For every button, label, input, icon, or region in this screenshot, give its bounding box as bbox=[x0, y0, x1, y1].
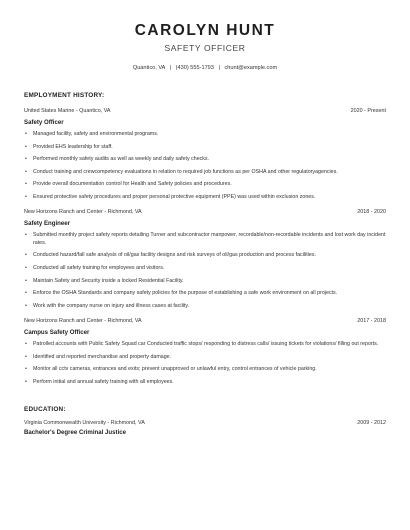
job-dates: 2020 - Present bbox=[350, 108, 386, 114]
job-role: Safety Engineer bbox=[24, 220, 71, 228]
resume-header bbox=[24, 0, 386, 72]
candidate-title: SAFETY OFFICER bbox=[164, 43, 246, 53]
job-list bbox=[24, 107, 386, 386]
job-bullet-list bbox=[24, 341, 386, 386]
job-dates: 2017 - 2018 bbox=[357, 318, 386, 325]
employment-heading: EMPLOYMENT HISTORY: bbox=[24, 92, 105, 99]
job-role: Campus Safety Officer bbox=[24, 329, 90, 337]
job-organization: New Horizons Ranch and Center - Richmond, VA bbox=[24, 318, 142, 325]
job-entry bbox=[24, 107, 386, 201]
education-school: Virginia Commonwealth University - Richmond, VA bbox=[24, 420, 145, 427]
education-degree: Bachelor's Degree Criminal Justice bbox=[24, 429, 127, 437]
job-bullet: • Conduct training and crewcompetency evaluations in relation to required job functions as per OSHA and other regulatoryagencies. bbox=[24, 169, 386, 176]
job-bullet: • Patrolled accounts with Public Safety Squad car Conducted traffic stops/ responding to distress calls/ issuing tickets for violations/ filling out reports. bbox=[24, 341, 386, 348]
job-bullet: • Monitor all cctv cameras, entrances and exits; prevent unapproved or unlawful entry, control entrances of vehicle parking. bbox=[24, 366, 386, 373]
contact-location: Quantico, VA bbox=[132, 65, 166, 71]
job-bullet: • Maintain Safety and Security inside a locked Residential Facility. bbox=[24, 278, 386, 285]
job-organization: New Horizons Ranch and Center - Richmond, VA bbox=[24, 209, 142, 216]
education-dates: 2009 - 2012 bbox=[357, 420, 386, 427]
employment-section bbox=[24, 91, 386, 386]
job-organization: United States Marine - Quantico, VA bbox=[24, 108, 111, 114]
job-entry-header bbox=[24, 107, 386, 115]
job-entry-header bbox=[24, 317, 386, 325]
job-bullet: • Conducted hazard/fall safe analysis of oil/gas facility designs and risk surveys of oil/gas production and process facilities. bbox=[24, 252, 386, 259]
job-entry bbox=[24, 208, 386, 310]
job-bullet: • Perform initial and annual safety training with all employees. bbox=[24, 379, 386, 386]
job-bullet: • Managed facility, safety and environmental programs. bbox=[24, 131, 386, 138]
job-role: Safety Officer bbox=[24, 119, 64, 126]
job-bullet-list bbox=[24, 131, 386, 201]
job-entry bbox=[24, 317, 386, 386]
job-dates: 2018 - 2020 bbox=[357, 209, 386, 216]
job-bullet: • Identified and reported merchandise and property damage. bbox=[24, 354, 386, 361]
contact-separator: | bbox=[218, 65, 220, 71]
job-bullet: • Submitted monthly project safety reports detailing Turner and subcontractor manpower, recordable/non-recordable incidents and lost work day incident rates. bbox=[24, 232, 386, 247]
job-bullet: • Performed monthly safety audits as well as weekly and daily safety checks. bbox=[24, 156, 386, 163]
contact-email: chunt@example.com bbox=[224, 65, 278, 71]
job-bullet: • Work with the company nurse on injury and illness cases at facility. bbox=[24, 303, 386, 310]
job-bullet: • Provide overall documentation control for Health and Safety policies and procedures. bbox=[24, 181, 386, 188]
job-bullet: • Ensured protective safety procedures and proper personal protective equipment (PPE) was used within exclusion zones. bbox=[24, 194, 386, 201]
candidate-name: CAROLYN HUNT bbox=[134, 22, 276, 39]
education-entry-header bbox=[24, 419, 386, 427]
contact-line bbox=[24, 64, 386, 72]
job-bullet: • Enforce the OSHA Standards and company safety policies for the purpose of establishing a safe work environment on all projects. bbox=[24, 290, 386, 297]
job-bullet-list bbox=[24, 232, 386, 310]
job-bullet: • Conducted all safety training for employees and visitors. bbox=[24, 265, 386, 272]
education-heading: EDUCATION: bbox=[24, 406, 66, 414]
education-section bbox=[24, 405, 386, 437]
contact-phone: (430) 555-1793 bbox=[175, 65, 214, 71]
contact-separator: | bbox=[169, 65, 172, 71]
job-entry-header bbox=[24, 208, 386, 216]
job-bullet: • Provided EHS leadership for staff. bbox=[24, 144, 386, 151]
